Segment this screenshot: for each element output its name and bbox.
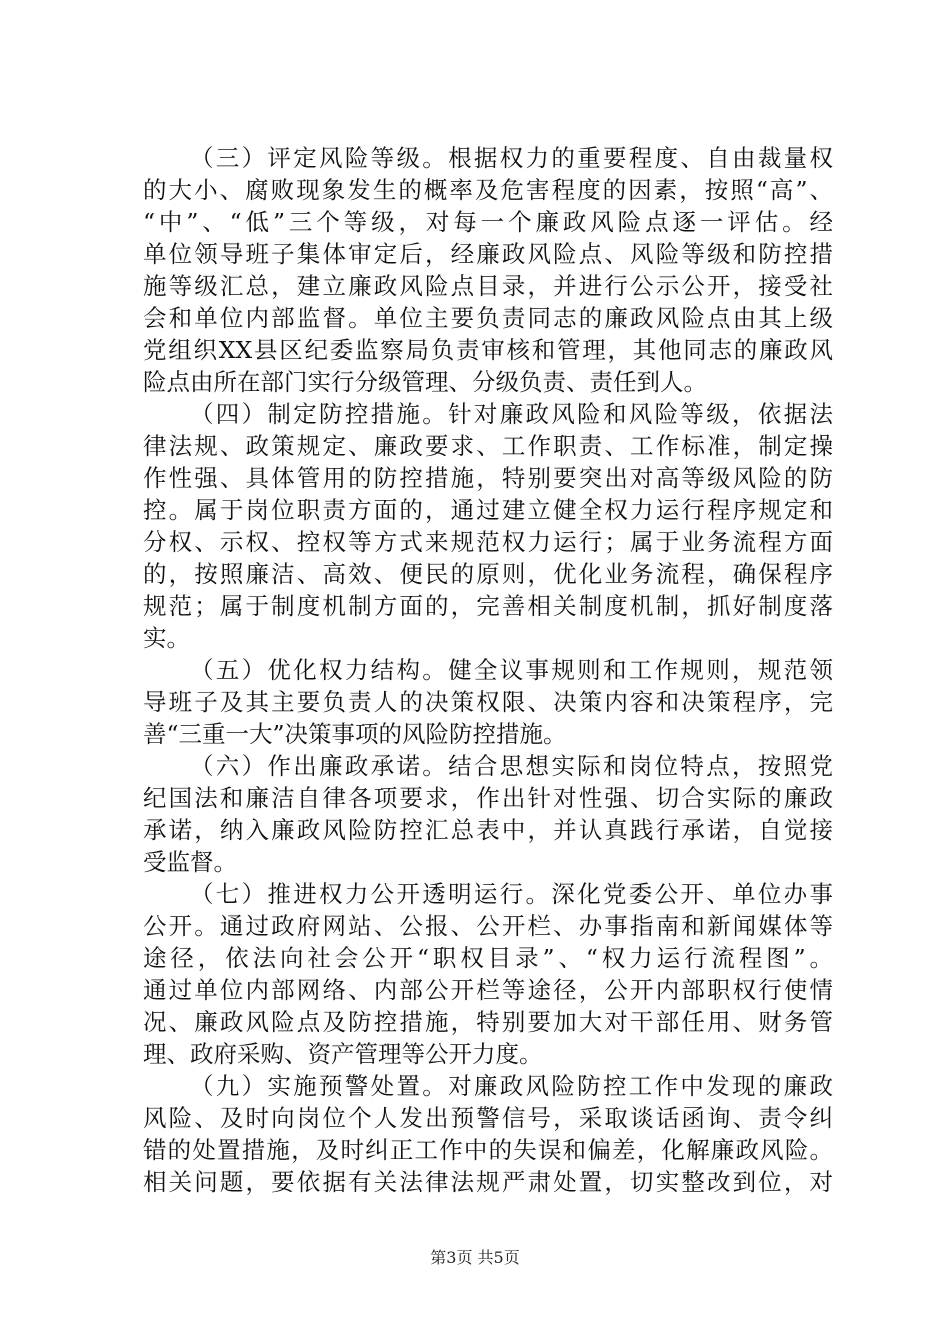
text-line: 党组织XX县区纪委监察局负责审核和管理，其他同志的廉政风	[143, 336, 833, 364]
text-line: 作性强、具体管用的防控措施，特别要突出对高等级风险的防	[143, 464, 833, 492]
text-line: （六）作出廉政承诺。结合思想实际和岗位特点，按照党	[190, 752, 833, 780]
paragraph-risk-level	[143, 142, 833, 398]
text-line: 分权、示权、控权等方式来规范权力运行；属于业务流程方面	[143, 528, 833, 556]
text-line: 善“三重一大”决策事项的风险防控措施。	[143, 720, 567, 748]
text-line: 错的处置措施，及时纠正工作中的失误和偏差，化解廉政风险。	[143, 1136, 833, 1164]
paragraph-transparency	[143, 878, 833, 1070]
text-line: 通过单位内部网络、内部公开栏等途径，公开内部职权行使情	[143, 976, 833, 1004]
text-line: （五）优化权力结构。健全议事规则和工作规则，规范领	[190, 656, 833, 684]
text-line: 的大小、腐败现象发生的概率及危害程度的因素，按照“高”、	[143, 176, 833, 204]
text-line: （七）推进权力公开透明运行。深化党委公开、单位办事	[190, 880, 833, 908]
text-line: 施等级汇总，建立廉政风险点目录，并进行公示公开，接受社	[143, 272, 833, 300]
paragraph-control-measures	[143, 398, 833, 654]
text-line: 理、政府采购、资产管理等公开力度。	[143, 1040, 543, 1068]
text-line: 途径，依法向社会公开“职权目录”、“权力运行流程图”。	[143, 944, 833, 972]
text-line: 承诺，纳入廉政风险防控汇总表中，并认真践行承诺，自觉接	[143, 816, 833, 844]
text-line: 险点由所在部门实行分级管理、分级负责、责任到人。	[143, 368, 707, 396]
text-line: 单位领导班子集体审定后，经廉政风险点、风险等级和防控措	[143, 240, 833, 268]
text-line: 公开。通过政府网站、公报、公开栏、办事指南和新闻媒体等	[143, 912, 833, 940]
text-line: 律法规、政策规定、廉政要求、工作职责、工作标准，制定操	[143, 432, 833, 460]
document-body	[143, 142, 833, 1198]
text-line: 受监督。	[143, 848, 237, 876]
text-line: 规范；属于制度机制方面的，完善相关制度机制，抓好制度落	[143, 592, 833, 620]
paragraph-early-warning	[143, 1070, 833, 1198]
text-line: 导班子及其主要负责人的决策权限、决策内容和决策程序，完	[143, 688, 833, 716]
text-line: 实。	[143, 624, 190, 652]
text-line: “中”、“低”三个等级，对每一个廉政风险点逐一评估。经	[143, 208, 833, 236]
text-line: （三）评定风险等级。根据权力的重要程度、自由裁量权	[190, 144, 833, 172]
text-line: 相关问题，要依据有关法律法规严肃处置，切实整改到位，对	[143, 1168, 833, 1196]
text-line: 的，按照廉洁、高效、便民的原则，优化业务流程，确保程序	[143, 560, 833, 588]
text-line: 控。属于岗位职责方面的，通过建立健全权力运行程序规定和	[143, 496, 833, 524]
text-line: 会和单位内部监督。单位主要负责同志的廉政风险点由其上级	[143, 304, 833, 332]
text-line: （九）实施预警处置。对廉政风险防控工作中发现的廉政	[190, 1072, 833, 1100]
page-number-footer: 第3页 共5页	[430, 1248, 520, 1267]
text-line: 风险、及时向岗位个人发出预警信号，采取谈话函询、责令纠	[143, 1104, 833, 1132]
text-line: （四）制定防控措施。针对廉政风险和风险等级，依据法	[190, 400, 833, 428]
paragraph-integrity-commitment	[143, 750, 833, 878]
text-line: 况、廉政风险点及防控措施，特别要加大对干部任用、财务管	[143, 1008, 833, 1036]
paragraph-power-structure	[143, 654, 833, 750]
text-line: 纪国法和廉洁自律各项要求，作出针对性强、切合实际的廉政	[143, 784, 833, 812]
